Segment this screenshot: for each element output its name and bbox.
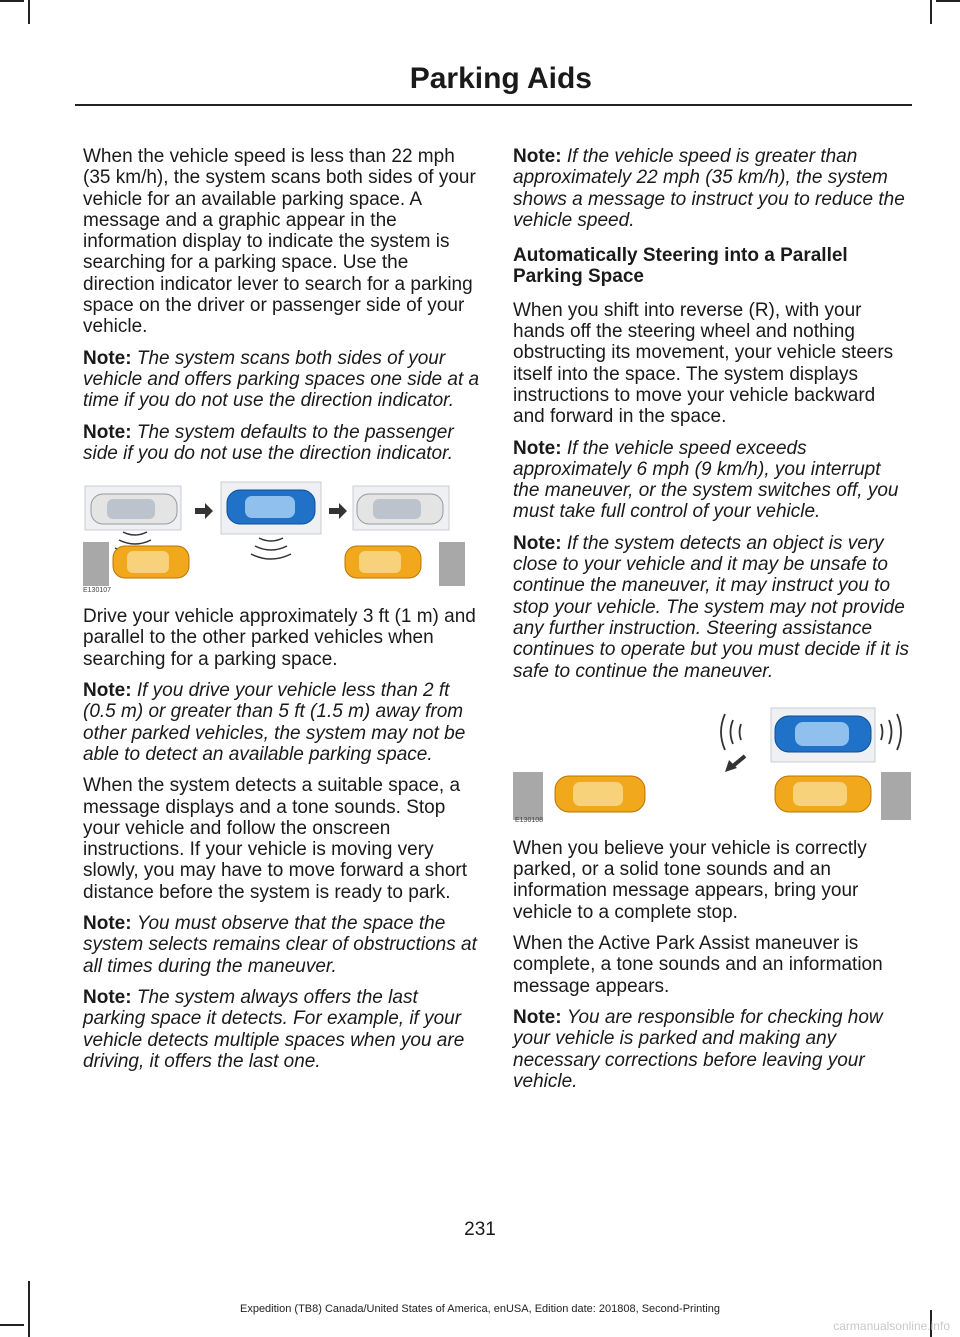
note-label: Note: xyxy=(513,1006,562,1028)
paragraph: When you shift into reverse (R), with your hands off the steering wheel and nothing obstructing its movement, your vehicle steers itself into the space. The system displays instructions to move your vehicle backward and forward in the space. xyxy=(513,299,894,428)
sensor-waves-icon xyxy=(721,714,741,750)
note-label: Note: xyxy=(513,146,562,167)
parking-search-illustration xyxy=(83,480,465,590)
note-label: Note: xyxy=(83,347,132,369)
paragraph: When the system detects a suitable space, a message displays and a tone sounds. Stop your vehicle and follow the onscreen instructions. If your vehicle is moving very slowly, you may have to move forward a short distance before the system is ready to park. xyxy=(83,775,468,903)
note-text: If the vehicle speed exceeds approximately 6 mph (9 km/h), you interrupt the maneuver, or the system switches off, you must take full control of your vehicle. xyxy=(513,437,899,523)
paragraph: When the Active Park Assist maneuver is complete, a tone sounds and an information message appears. xyxy=(513,933,883,997)
note-text: If you drive your vehicle less than 2 ft (0.5 m) or greater than 5 ft (1.5 m) away from other parked vehicles, the system may not be able to detect an available parking space. xyxy=(83,680,466,765)
note-label: Note: xyxy=(513,437,562,459)
watermark: carmanualsonline.info xyxy=(833,1319,950,1333)
orange-car-icon xyxy=(345,546,421,578)
orange-car-icon xyxy=(113,546,189,578)
right-column xyxy=(513,146,911,1102)
grey-car-icon xyxy=(357,494,443,524)
note xyxy=(83,348,481,412)
note-text: The system scans both sides of your vehicle and offers parking spaces one side at a time if you do not use the direction indicator. xyxy=(83,347,480,412)
arrow-right-icon xyxy=(195,503,213,519)
note xyxy=(83,422,481,465)
orange-car-icon xyxy=(775,776,871,812)
note-label: Note: xyxy=(83,421,132,443)
crop-mark xyxy=(936,0,960,2)
paragraph: When the vehicle speed is less than 22 mph (35 km/h), the system scans both sides of your vehicle for an available parking space. A message and a graphic appear in the information display to indicate the system is searching for a parking space. Use the direction indicator lever to search for a parking space on the driver or passenger side of your vehicle. xyxy=(83,146,476,338)
orange-car-icon xyxy=(555,776,645,812)
paragraph: When you believe your vehicle is correctly parked, or a solid tone sounds and an information message appears, bring your vehicle to a complete stop. xyxy=(513,837,867,923)
note-label: Note: xyxy=(513,532,562,554)
note-text: The system defaults to the passenger side if you do not use the direction indicator. xyxy=(83,421,454,464)
sensor-waves-icon xyxy=(251,538,291,559)
figure-parking-search xyxy=(83,480,465,595)
grey-car-icon xyxy=(91,494,177,524)
blue-car-icon xyxy=(227,490,315,524)
crop-mark xyxy=(0,1324,24,1326)
curb-block xyxy=(881,772,911,820)
section-heading: Automatically Steering into a Parallel Parking Space xyxy=(513,245,848,288)
crop-mark xyxy=(28,0,30,24)
figure-id: E130107 xyxy=(83,587,112,595)
figure-id: E130108 xyxy=(515,816,544,824)
curb-block xyxy=(439,542,465,586)
header-divider xyxy=(75,104,912,106)
note xyxy=(83,680,481,765)
blue-car-icon xyxy=(775,716,871,752)
figure-parallel-steering xyxy=(513,706,911,822)
note xyxy=(83,913,481,977)
note xyxy=(513,533,911,682)
note-text: If the system detects an object is very close to your vehicle and it may be unsafe to continue the maneuver, it may instruct you to stop your vehicle. The system may not provide any further instruction. Steering assistance continues to operate but you must decide if it is safe to continue the maneuver. xyxy=(513,532,910,682)
note-text: If the vehicle speed is greater than approximately 22 mph (35 km/h), the system shows a message to instruct you to reduce the vehicle speed. xyxy=(513,146,905,231)
note-text: The system always offers the last parking space it detects. For example, if your vehicle detects multiple spaces when you are driving, it offers the last one. xyxy=(83,986,465,1072)
note-text: You must observe that the space the system selects remains clear of obstructions at all times during the maneuver. xyxy=(83,913,477,977)
note xyxy=(513,438,911,523)
left-column xyxy=(83,146,481,1082)
crop-mark xyxy=(930,0,932,24)
note xyxy=(513,1007,911,1092)
footer-edition: Expedition (TB8) Canada/United States of America, enUSA, Edition date: 201808, Second-Printing xyxy=(239,1303,720,1315)
arrow-right-icon xyxy=(329,503,347,519)
note-label: Note: xyxy=(83,986,132,1008)
note-text: You are responsible for checking how your vehicle is parked and making any necessary corrections before leaving your vehicle. xyxy=(513,1006,883,1092)
arrow-diagonal-icon xyxy=(733,756,745,766)
paragraph: Drive your vehicle approximately 3 ft (1 m) and parallel to the other parked vehicles when searching for a parking space. xyxy=(83,606,476,670)
note xyxy=(83,987,481,1072)
page-title: Parking Aids xyxy=(409,62,592,95)
note-label: Note: xyxy=(83,680,132,702)
page-number: 231 xyxy=(464,1219,496,1240)
sensor-waves-icon xyxy=(881,714,901,750)
note xyxy=(513,146,911,231)
note-label: Note: xyxy=(83,913,132,935)
crop-mark xyxy=(0,0,24,2)
parallel-steering-illustration xyxy=(513,706,911,822)
